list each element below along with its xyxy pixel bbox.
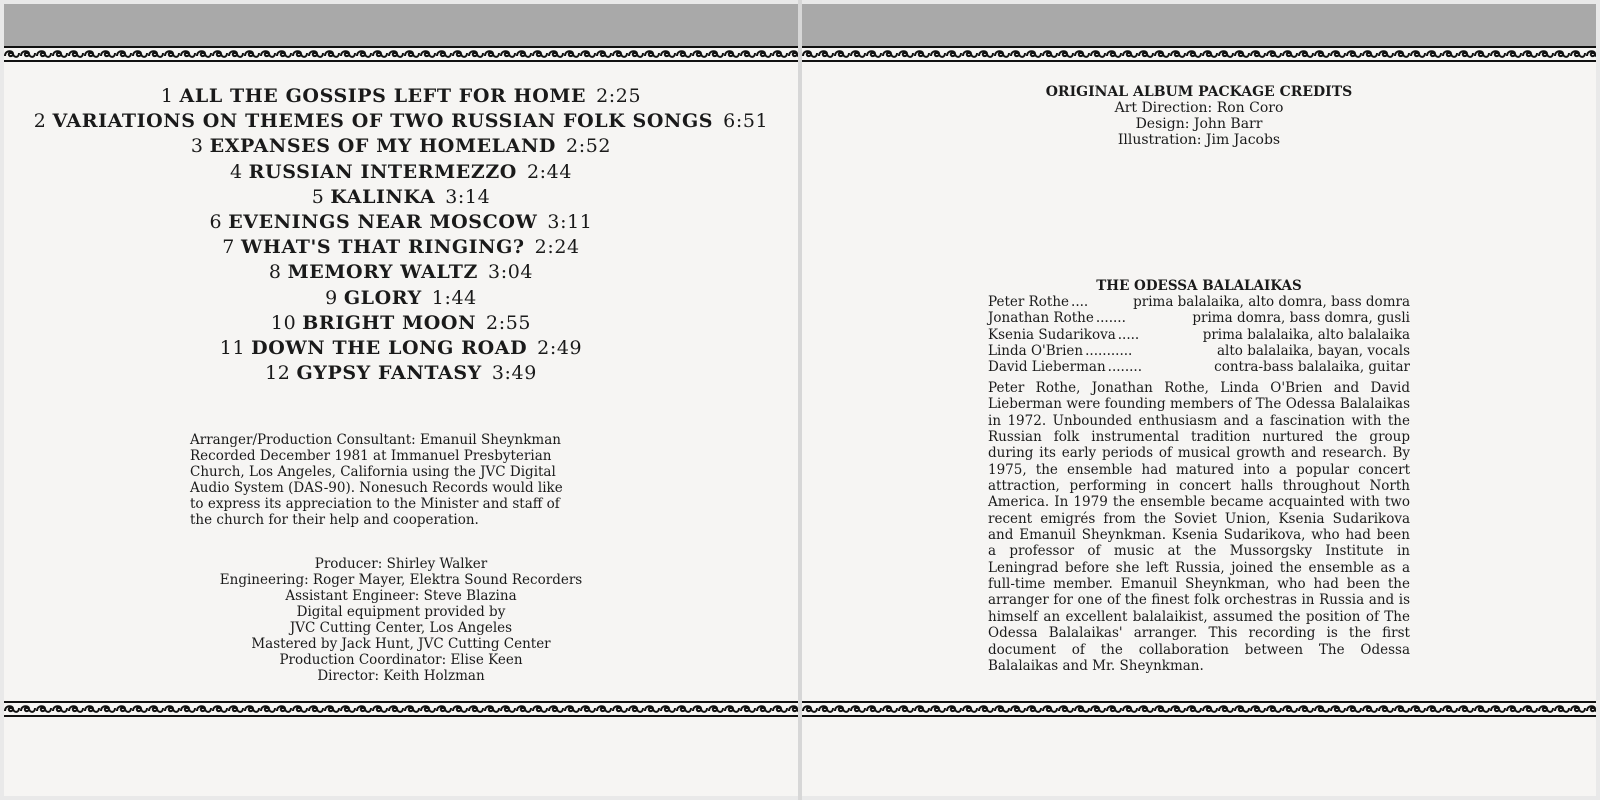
- track-number: 5: [311, 185, 325, 208]
- track-row: [4, 260, 798, 285]
- member-row: [988, 343, 1410, 359]
- top-wave-border: [802, 46, 1596, 62]
- track-row: [4, 336, 798, 361]
- track-duration: 2:24: [534, 236, 580, 259]
- package-credit-line: Illustration: Jim Jacobs: [1117, 132, 1281, 148]
- track-title: MEMORY WALTZ: [287, 261, 478, 284]
- recording-notes: [190, 432, 620, 528]
- member-name: Jonathan Rothe: [988, 310, 1094, 327]
- member-instruments: contra-bass balalaika, guitar: [1214, 359, 1410, 376]
- credit-line: Digital equipment provided by: [296, 604, 506, 620]
- notes-line: to express its appreciation to the Minister and staff of: [190, 496, 560, 512]
- track-duration: 1:44: [431, 286, 477, 309]
- track-row: [4, 109, 798, 134]
- member-name: Linda O'Brien: [988, 342, 1084, 359]
- member-row: [988, 294, 1410, 310]
- notes-line: Recorded December 1981 at Immanuel Presbyterian: [190, 448, 552, 464]
- leader-dots: .......: [1095, 310, 1126, 327]
- bottom-wave-border: [802, 701, 1596, 717]
- member-name: David Lieberman: [988, 359, 1106, 376]
- track-number: 3: [190, 135, 204, 158]
- package-credit-line: Design: John Barr: [1135, 116, 1263, 132]
- track-duration: 6:51: [723, 110, 769, 133]
- credit-line: Production Coordinator: Elise Keen: [279, 652, 523, 668]
- top-grey-band: [802, 4, 1596, 46]
- ensemble-biography: Peter Rothe, Jonathan Rothe, Linda O'Brien and David Lieberman were founding members of The Odessa Balalaikas in 1972. Unbounded enthusiasm and a fascination with the Russian folk instrumental tradition nurtured the group during its early periods of musical growth and research. By 1975, the ensemble had matured into a popular concert attraction, performing in concert halls throughout North America. In 1979 the ensemble became acquainted with two recent emigrés from the Soviet Union, Ksenia Sudarikova and Emanuil Sheynkman. Ksenia Sudarikova, who had been a professor of music at the Mussorgsky Institute in Leningrad before she left Russia, joined the ensemble as a full-time member. Emanuil Sheynkman, who had been the arranger for one of the finest folk orchestras in Russia and is himself an excellent balalaikist, assumed the position of The Odessa Balalaikas' arranger. This recording is the first document of the collaboration between The Odessa Balalaikas and Mr. Sheynkman.: [988, 380, 1410, 674]
- credit-line: Engineering: Roger Mayer, Elektra Sound Recorders: [219, 572, 583, 588]
- credit-line: JVC Cutting Center, Los Angeles: [289, 620, 513, 636]
- track-title: KALINKA: [330, 185, 436, 208]
- member-instruments: prima balalaika, alto domra, bass domra: [1133, 294, 1410, 310]
- track-duration: 3:04: [488, 261, 534, 284]
- track-row: [4, 210, 798, 235]
- track-duration: 3:14: [445, 185, 491, 208]
- leader-dots: .....: [1117, 326, 1140, 343]
- track-duration: 2:44: [526, 160, 573, 183]
- right-page: [802, 4, 1596, 796]
- track-row: [4, 361, 798, 386]
- track-title: ALL THE GOSSIPS LEFT FOR HOME: [179, 85, 587, 107]
- member-instruments: prima domra, bass domra, gusli: [1192, 310, 1410, 327]
- track-row: [4, 286, 798, 311]
- notes-line: Audio System (DAS-90). Nonesuch Records would like: [190, 480, 563, 496]
- credit-line: Producer: Shirley Walker: [314, 556, 488, 572]
- leader-dots: ...........: [1085, 342, 1133, 359]
- track-title: DOWN THE LONG ROAD: [251, 337, 528, 360]
- track-title: RUSSIAN INTERMEZZO: [248, 160, 517, 183]
- track-duration: 2:52: [566, 135, 612, 158]
- ensemble-roster: [988, 294, 1410, 375]
- track-number: 7: [222, 236, 235, 259]
- track-duration: 2:55: [486, 311, 532, 334]
- package-credits-title: ORIGINAL ALBUM PACKAGE CREDITS: [1045, 84, 1353, 100]
- track-duration: 2:25: [596, 85, 642, 107]
- track-row: [4, 185, 798, 210]
- left-page: [4, 4, 798, 796]
- track-row: [4, 235, 798, 260]
- credit-line: Mastered by Jack Hunt, JVC Cutting Center: [251, 636, 551, 652]
- track-title: VARIATIONS ON THEMES OF TWO RUSSIAN FOLK SONGS: [52, 110, 714, 133]
- track-number: 6: [209, 211, 223, 234]
- track-number: 12: [265, 362, 291, 385]
- member-name: Peter Rothe: [988, 294, 1070, 310]
- track-number: 9: [325, 286, 338, 309]
- track-row: [4, 311, 798, 336]
- track-title: GYPSY FANTASY: [296, 362, 482, 385]
- member-instruments: alto balalaika, bayan, vocals: [1216, 342, 1410, 359]
- track-number: 1: [160, 85, 174, 107]
- leader-dots: ....: [1071, 294, 1089, 310]
- track-number: 10: [270, 311, 297, 334]
- credit-line: Director: Keith Holzman: [317, 668, 485, 684]
- track-row: [4, 134, 798, 159]
- package-credit-line: Art Direction: Ron Coro: [1114, 100, 1284, 116]
- member-name: Ksenia Sudarikova: [988, 326, 1116, 343]
- member-row: [988, 327, 1410, 343]
- track-title: WHAT'S THAT RINGING?: [240, 236, 525, 259]
- track-title: EVENINGS NEAR MOSCOW: [228, 211, 538, 234]
- track-number: 11: [219, 337, 246, 360]
- package-credits: [802, 84, 1596, 148]
- track-list: [4, 84, 798, 386]
- notes-line: Church, Los Angeles, California using the JVC Digital: [190, 464, 556, 480]
- track-duration: 3:11: [547, 211, 593, 234]
- production-credits: [4, 556, 798, 684]
- top-wave-border: [4, 46, 798, 62]
- track-row: [4, 84, 798, 109]
- track-duration: 2:49: [537, 337, 583, 360]
- track-number: 4: [229, 160, 243, 183]
- notes-line: Arranger/Production Consultant: Emanuil Sheynkman: [190, 432, 561, 448]
- credit-line: Assistant Engineer: Steve Blazina: [285, 588, 517, 604]
- member-row: [988, 359, 1410, 375]
- notes-line: the church for their help and cooperation.: [190, 512, 479, 528]
- ensemble-title: THE ODESSA BALALAIKAS: [1096, 278, 1302, 294]
- bottom-wave-border: [4, 701, 798, 717]
- member-row: [988, 310, 1410, 326]
- track-number: 2: [33, 110, 47, 133]
- leader-dots: ........: [1107, 359, 1142, 376]
- track-title: BRIGHT MOON: [302, 311, 477, 334]
- track-row: [4, 160, 798, 185]
- track-number: 8: [268, 261, 282, 284]
- top-grey-band: [4, 4, 798, 46]
- member-instruments: prima balalaika, alto balalaika: [1202, 326, 1410, 343]
- track-title: EXPANSES OF MY HOMELAND: [209, 135, 557, 158]
- track-duration: 3:49: [491, 362, 537, 385]
- track-title: GLORY: [343, 286, 422, 309]
